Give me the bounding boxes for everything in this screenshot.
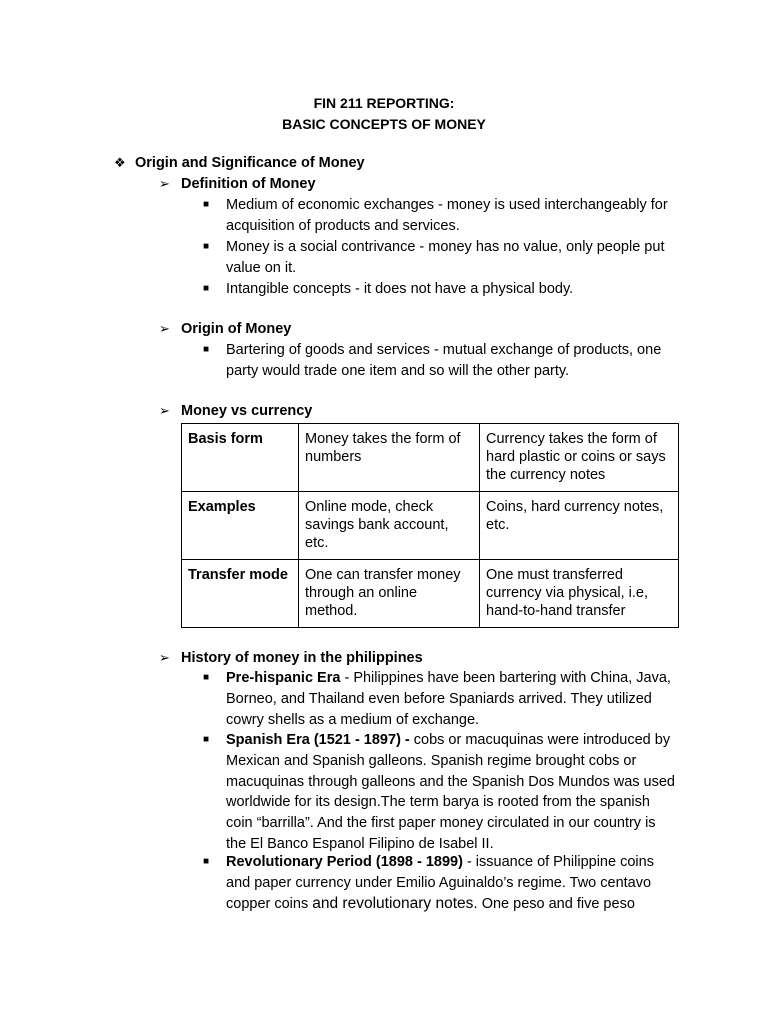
history-item-text-tail: One peso and five peso (477, 895, 635, 912)
square-bullet-icon: ■ (203, 283, 210, 294)
square-bullet-icon: ■ (203, 241, 210, 252)
table-row (182, 492, 679, 560)
document-title-line-2: BASIC CONCEPTS OF MONEY (282, 116, 486, 132)
table-cell-money: One can transfer money through an online method. (299, 560, 480, 628)
history-item-prehispanic (226, 668, 676, 730)
definition-item-3: Intangible concepts - it does not have a physical body. (226, 281, 574, 297)
history-item-title: Spanish Era (1521 - 1897) - (226, 732, 410, 748)
table-row-label: Examples (182, 492, 299, 560)
table-cell-money: Online mode, check savings bank account, etc. (299, 492, 480, 560)
table-row-label: Transfer mode (182, 560, 299, 628)
arrow-bullet-icon: ➢ (159, 321, 170, 336)
square-bullet-icon: ■ (203, 734, 210, 745)
arrow-bullet-icon: ➢ (159, 650, 170, 665)
table-cell-money: Money takes the form of numbers (299, 424, 480, 492)
history-item-text-large: and revolutionary notes. (312, 894, 478, 912)
definition-item-2: Money is a social contrivance - money has no value, only people put value on it. (226, 239, 665, 276)
definition-item-1: Medium of economic exchanges - money is used interchangeably for acquisition of products and services. (226, 197, 668, 234)
history-item-title: Pre-hispanic Era (226, 670, 341, 686)
history-item-spanish-era (226, 730, 676, 855)
subheading-history-of-money: History of money in the philippines (181, 650, 423, 666)
table-cell-currency: Currency takes the form of hard plastic or coins or says the currency notes (480, 424, 679, 492)
table-cell-currency: One must transferred currency via physical, i.e, hand-to-hand transfer (480, 560, 679, 628)
subheading-money-vs-currency: Money vs currency (181, 403, 313, 419)
arrow-bullet-icon: ➢ (159, 403, 170, 418)
history-item-text: cobs or macuquinas were introduced by Mexican and Spanish galleons. Spanish regime brought cobs or macuquinas through galleons and the Spanish Dos Mundos was used worldwide for its design.The term barya is rooted from the spanish coin “barrilla”. And the first paper money circulated in our country is the El Banco Espanol Filipino de Isabel II. (226, 732, 675, 852)
subheading-definition-of-money: Definition of Money (181, 176, 316, 192)
arrow-bullet-icon: ➢ (159, 176, 170, 191)
table-row (182, 560, 679, 628)
square-bullet-icon: ■ (203, 672, 210, 683)
table-cell-currency: Coins, hard currency notes, etc. (480, 492, 679, 560)
square-bullet-icon: ■ (203, 344, 210, 355)
table-row-label: Basis form (182, 424, 299, 492)
square-bullet-icon: ■ (203, 856, 210, 867)
history-item-text: - issuance of Philippine coins and paper currency under Emilio Aguinaldo’s regime. Two centavo copper coins (226, 854, 654, 912)
money-vs-currency-table (181, 423, 679, 628)
section-heading-origin-significance: Origin and Significance of Money (135, 155, 365, 171)
origin-item-1: Bartering of goods and services - mutual exchange of products, one party would trade one item and so will the other party. (226, 342, 662, 379)
square-bullet-icon: ■ (203, 199, 210, 210)
history-item-title: Revolutionary Period (1898 - 1899) (226, 854, 463, 870)
diamond-bullet-icon: ❖ (114, 155, 126, 170)
table-row (182, 424, 679, 492)
history-item-revolutionary (226, 852, 676, 914)
subheading-origin-of-money: Origin of Money (181, 321, 292, 337)
document-title-line-1: FIN 211 REPORTING: (313, 95, 455, 111)
history-item-text: - Philippines have been bartering with China, Java, Borneo, and Thailand even before Spaniards arrived. They utilized cowry shells as a medium of exchange. (226, 670, 671, 728)
